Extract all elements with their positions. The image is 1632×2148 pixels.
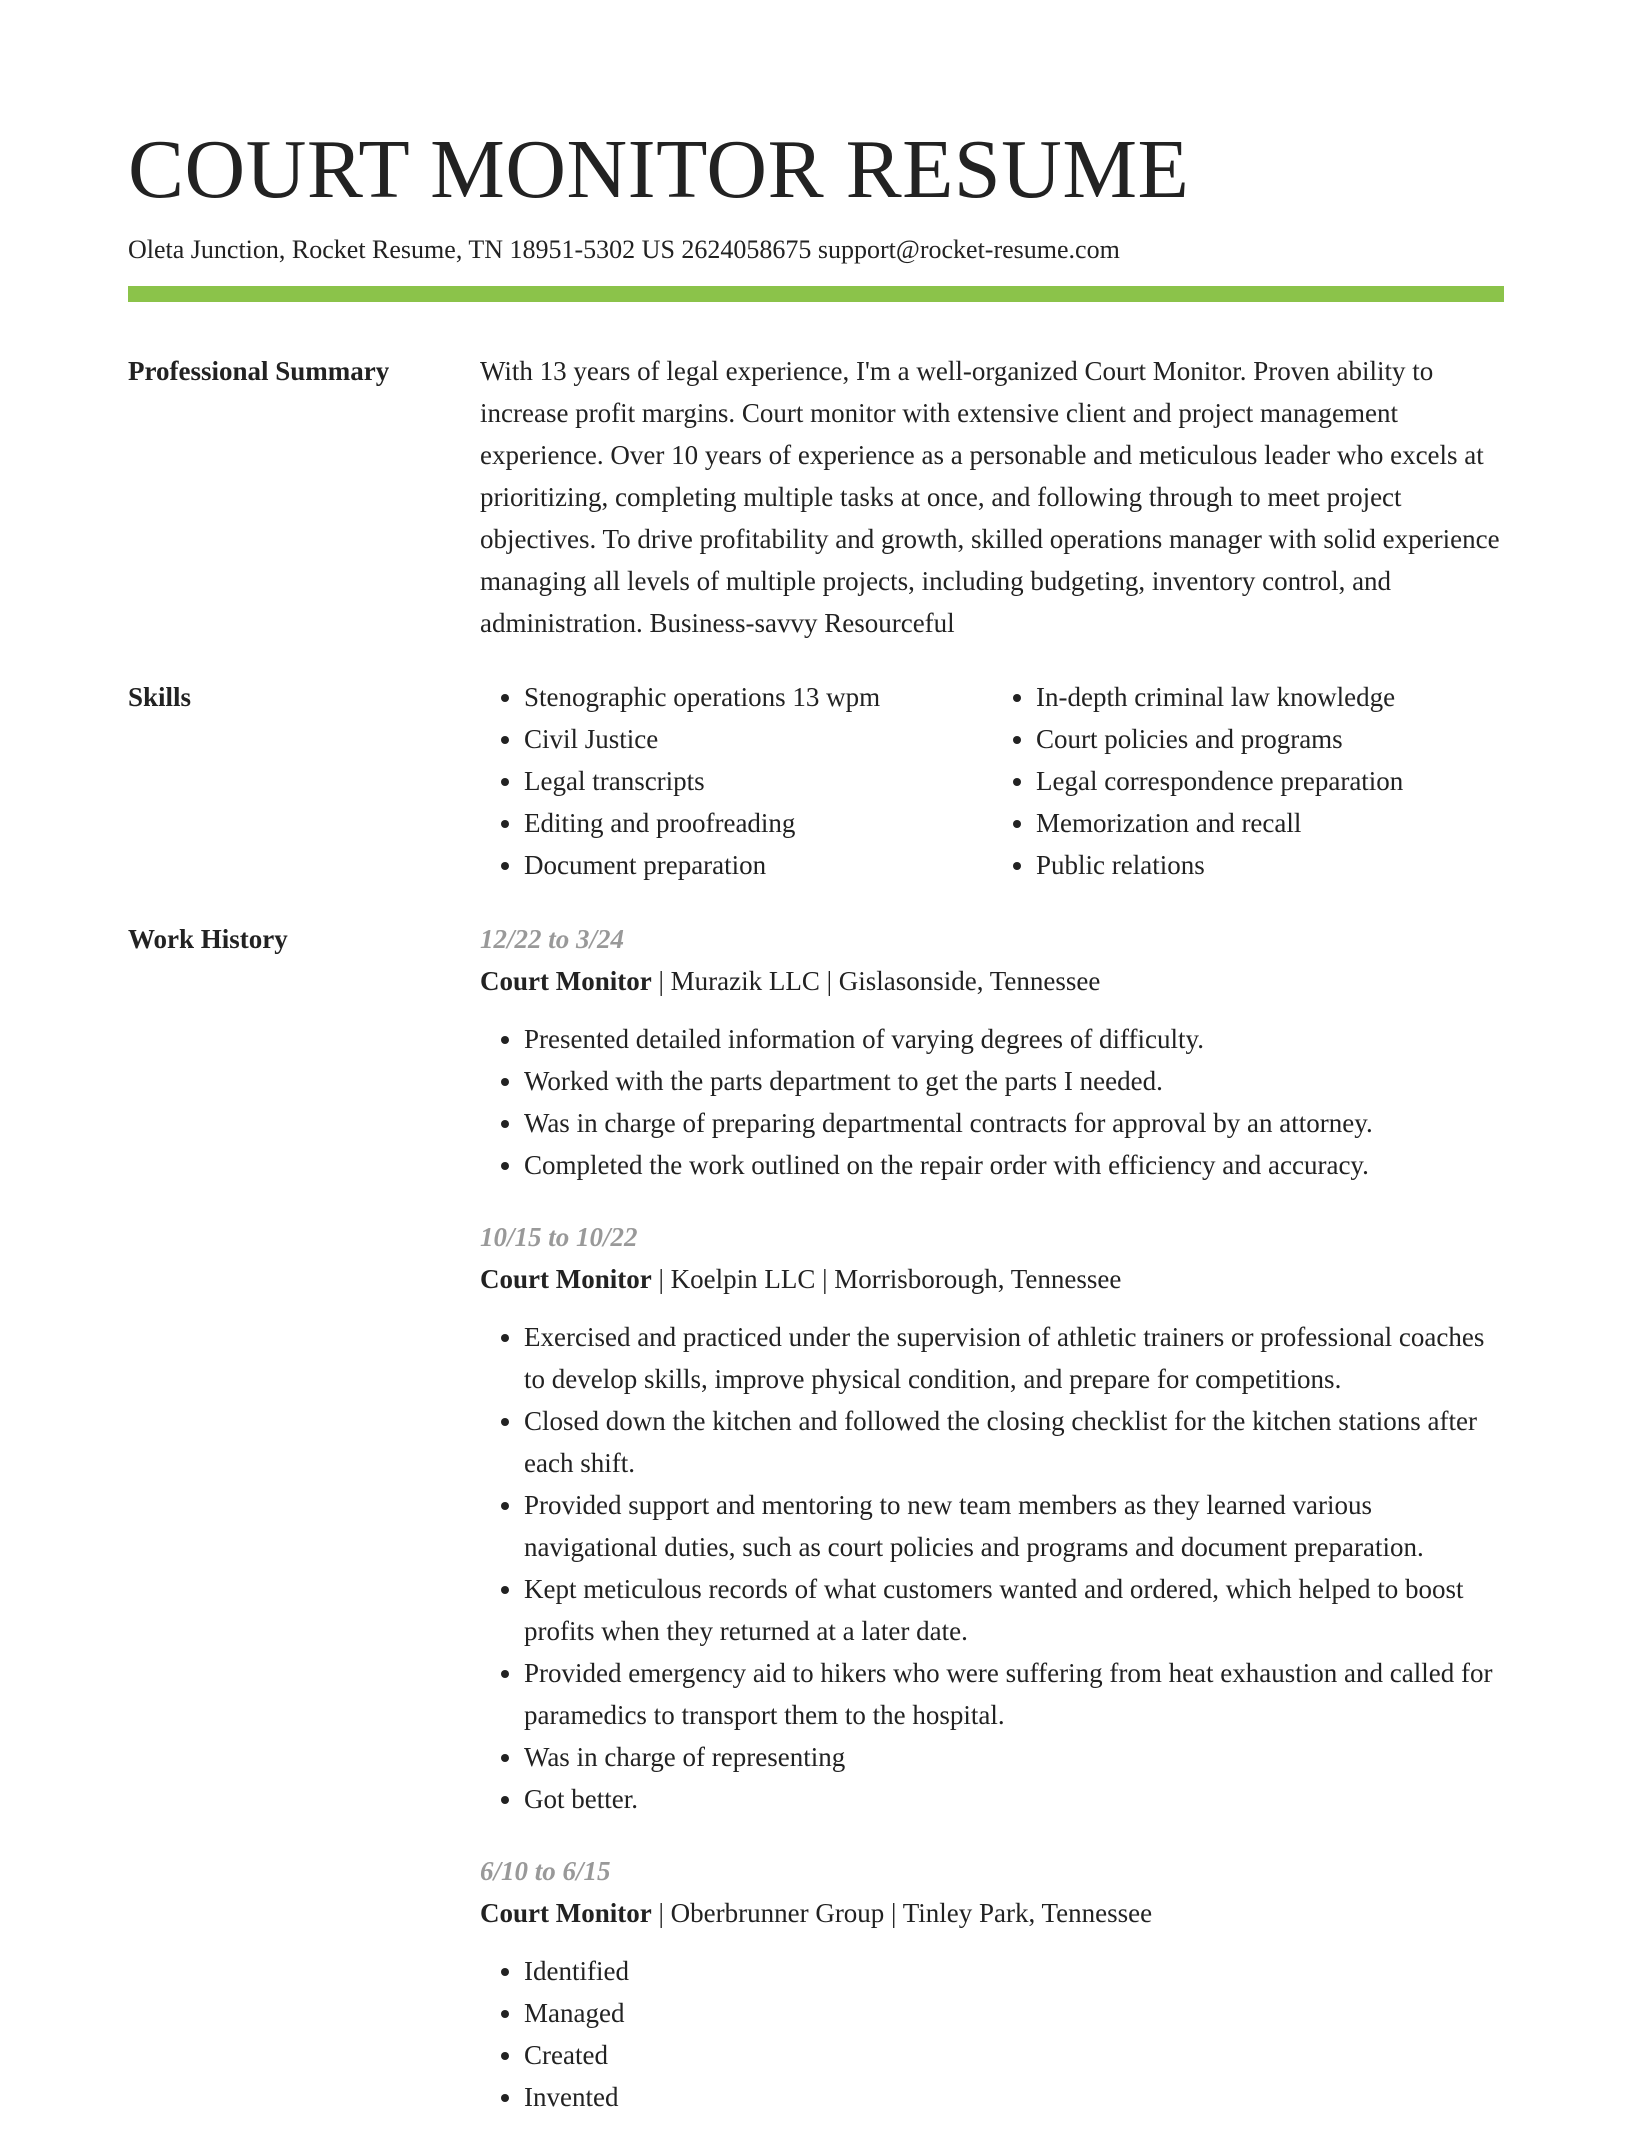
job-bullet: • Completed the work outlined on the repair order with efficiency and accuracy. xyxy=(524,1144,1504,1186)
skill-item: • Legal transcripts xyxy=(524,760,992,802)
job-entry xyxy=(480,1216,1504,1820)
contact-line: Oleta Junction, Rocket Resume, TN 18951-5302 US 2624058675 support@rocket-resume.com xyxy=(128,235,1120,264)
skill-item: • In-depth criminal law knowledge xyxy=(1036,676,1504,718)
job-bullets xyxy=(480,1316,1504,1820)
job-dates: 12/22 to 3/24 xyxy=(480,924,625,954)
job-heading xyxy=(480,1258,1504,1300)
job-heading xyxy=(480,1892,1504,1934)
work-history-label: Work History xyxy=(128,924,288,954)
job-dates: 6/10 to 6/15 xyxy=(480,1856,611,1886)
skills-body xyxy=(480,676,1504,886)
job-details: | Koelpin LLC | Morrisborough, Tennessee xyxy=(651,1264,1122,1294)
summary-body xyxy=(480,350,1504,644)
job-bullet: • Worked with the parts department to get the parts I needed. xyxy=(524,1060,1504,1102)
resume-title: COURT MONITOR RESUME xyxy=(128,123,1190,216)
summary-text: With 13 years of legal experience, I'm a well-organized Court Monitor. Proven ability to increase profit margins. Court monitor with extensive client and project management experience. Over 10 years of experience as a personable and meticulous leader who excels at prioritizing, completing multiple tasks at once, and following through to meet project objectives. To drive profitability and growth, skilled operations manager with solid experience managing all levels of multiple projects, including budgeting, inventory control, and administration. Business-savvy Resourceful xyxy=(480,356,1500,638)
work-history-body xyxy=(480,918,1504,2148)
job-entry xyxy=(480,1850,1504,2118)
job-dates: 10/15 to 10/22 xyxy=(480,1222,638,1252)
skills-list-right xyxy=(992,676,1504,886)
job-bullet: • Managed xyxy=(524,1992,1504,2034)
job-heading xyxy=(480,960,1504,1002)
job-bullet: • Identified xyxy=(524,1950,1504,1992)
job-bullets xyxy=(480,1018,1504,1186)
job-bullet: • Got better. xyxy=(524,1778,1504,1820)
job-bullet: • Created xyxy=(524,2034,1504,2076)
job-bullet: • Closed down the kitchen and followed the closing checklist for the kitchen stations after each shift. xyxy=(524,1400,1504,1484)
skill-item: • Public relations xyxy=(1036,844,1504,886)
skills-label: Skills xyxy=(128,682,192,712)
job-bullet: • Was in charge of representing xyxy=(524,1736,1504,1778)
skill-item: • Document preparation xyxy=(524,844,992,886)
job-details: | Oberbrunner Group | Tinley Park, Tennessee xyxy=(651,1898,1153,1928)
accent-divider xyxy=(128,286,1504,302)
skill-item: • Civil Justice xyxy=(524,718,992,760)
job-title: Court Monitor xyxy=(480,1264,652,1294)
skills-list-left xyxy=(480,676,992,886)
job-bullet: • Was in charge of preparing departmental contracts for approval by an attorney. xyxy=(524,1102,1504,1144)
skill-item: • Memorization and recall xyxy=(1036,802,1504,844)
job-bullet: • Provided support and mentoring to new team members as they learned various navigational duties, such as court policies and programs and document preparation. xyxy=(524,1484,1504,1568)
job-details: | Murazik LLC | Gislasonside, Tennessee xyxy=(651,966,1101,996)
skill-item: • Court policies and programs xyxy=(1036,718,1504,760)
skills-columns xyxy=(480,676,1504,886)
summary-label: Professional Summary xyxy=(128,356,390,386)
job-bullet: • Invented xyxy=(524,2076,1504,2118)
job-entry xyxy=(480,918,1504,1186)
skill-item: • Editing and proofreading xyxy=(524,802,992,844)
job-bullet: • Kept meticulous records of what customers wanted and ordered, which helped to boost profits when they returned at a later date. xyxy=(524,1568,1504,1652)
skill-item: • Stenographic operations 13 wpm xyxy=(524,676,992,718)
job-title: Court Monitor xyxy=(480,1898,652,1928)
job-bullets xyxy=(480,1950,1504,2118)
job-bullet: • Presented detailed information of varying degrees of difficulty. xyxy=(524,1018,1504,1060)
job-title: Court Monitor xyxy=(480,966,652,996)
job-bullet: • Exercised and practiced under the supervision of athletic trainers or professional coaches to develop skills, improve physical condition, and prepare for competitions. xyxy=(524,1316,1504,1400)
skill-item: • Legal correspondence preparation xyxy=(1036,760,1504,802)
job-bullet: • Provided emergency aid to hikers who were suffering from heat exhaustion and called for paramedics to transport them to the hospital. xyxy=(524,1652,1504,1736)
